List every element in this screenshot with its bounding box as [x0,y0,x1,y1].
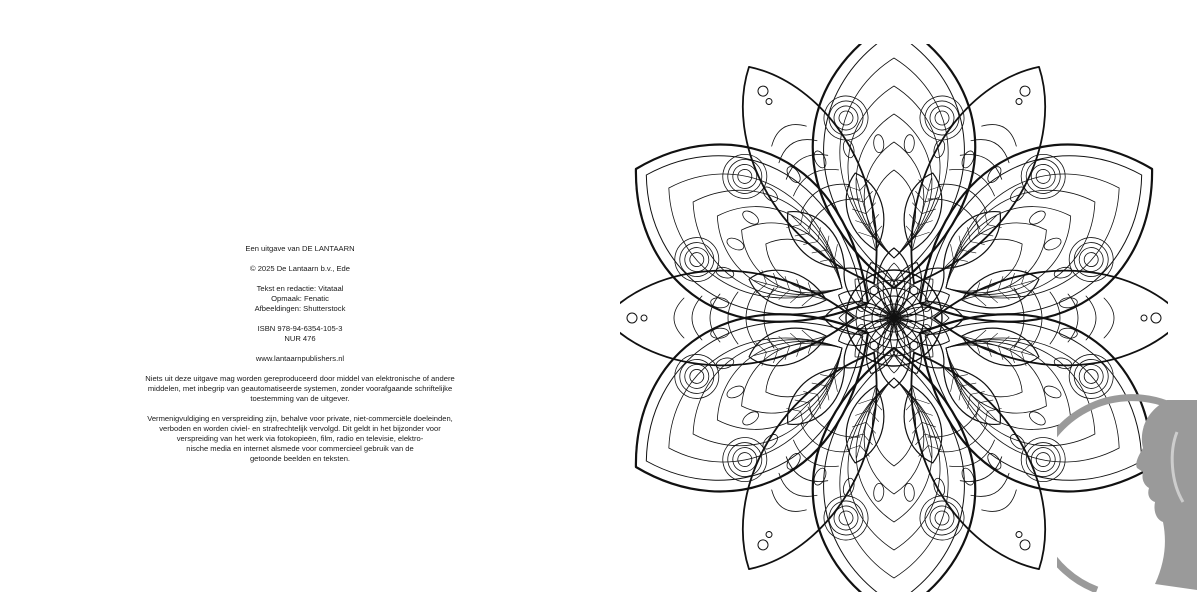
publisher-line: Een uitgave van DE LANTAARN [245,244,355,253]
credits [100,284,500,314]
credit-layout: Opmaak: Fenatic [271,294,329,303]
illustration-page [598,0,1197,600]
website-link: www.lantaarnpublishers.nl [255,354,345,363]
nur-code: NUR 476 [284,334,316,343]
credit-text: Tekst en redactie: Vitataal [256,284,344,293]
colophon-text [100,244,500,474]
distribution-line: verboden en worden civiel- en strafrechtelijk vervolgd. Dit geldt in het bijzonder voor [159,424,441,433]
distribution-line: Vermenigvuldiging en verspreiding zijn, behalve voor private, niet-commerciële doeleinden, [147,414,453,423]
copyright-line: © 2025 De Lantaarn b.v., Ede [249,264,351,273]
rights-line: toestemming van de uitgever. [250,394,350,403]
rights-line: middelen, met inbegrip van geautomatiseerde systemen, zonder voorafgaande schriftelijke [147,384,453,393]
rights-line: Niets uit deze uitgave mag worden gereproduceerd door middel van elektronische of andere [145,374,455,383]
woman-profile-icon [1057,392,1197,592]
rights-paragraph [100,374,500,404]
distribution-line: nische media en internet alsmede voor commercieel gebruik van de [186,444,414,453]
isbn: ISBN 978-94-6354-105-3 [257,324,343,333]
distribution-paragraph [100,414,500,464]
distribution-line: verspreiding van het werk via fotokopieën, film, radio en televisie, elektro- [176,434,424,443]
identifiers [100,324,500,344]
credit-images: Afbeeldingen: Shutterstock [254,304,346,313]
distribution-line: getoonde beelden en teksten. [249,454,351,463]
